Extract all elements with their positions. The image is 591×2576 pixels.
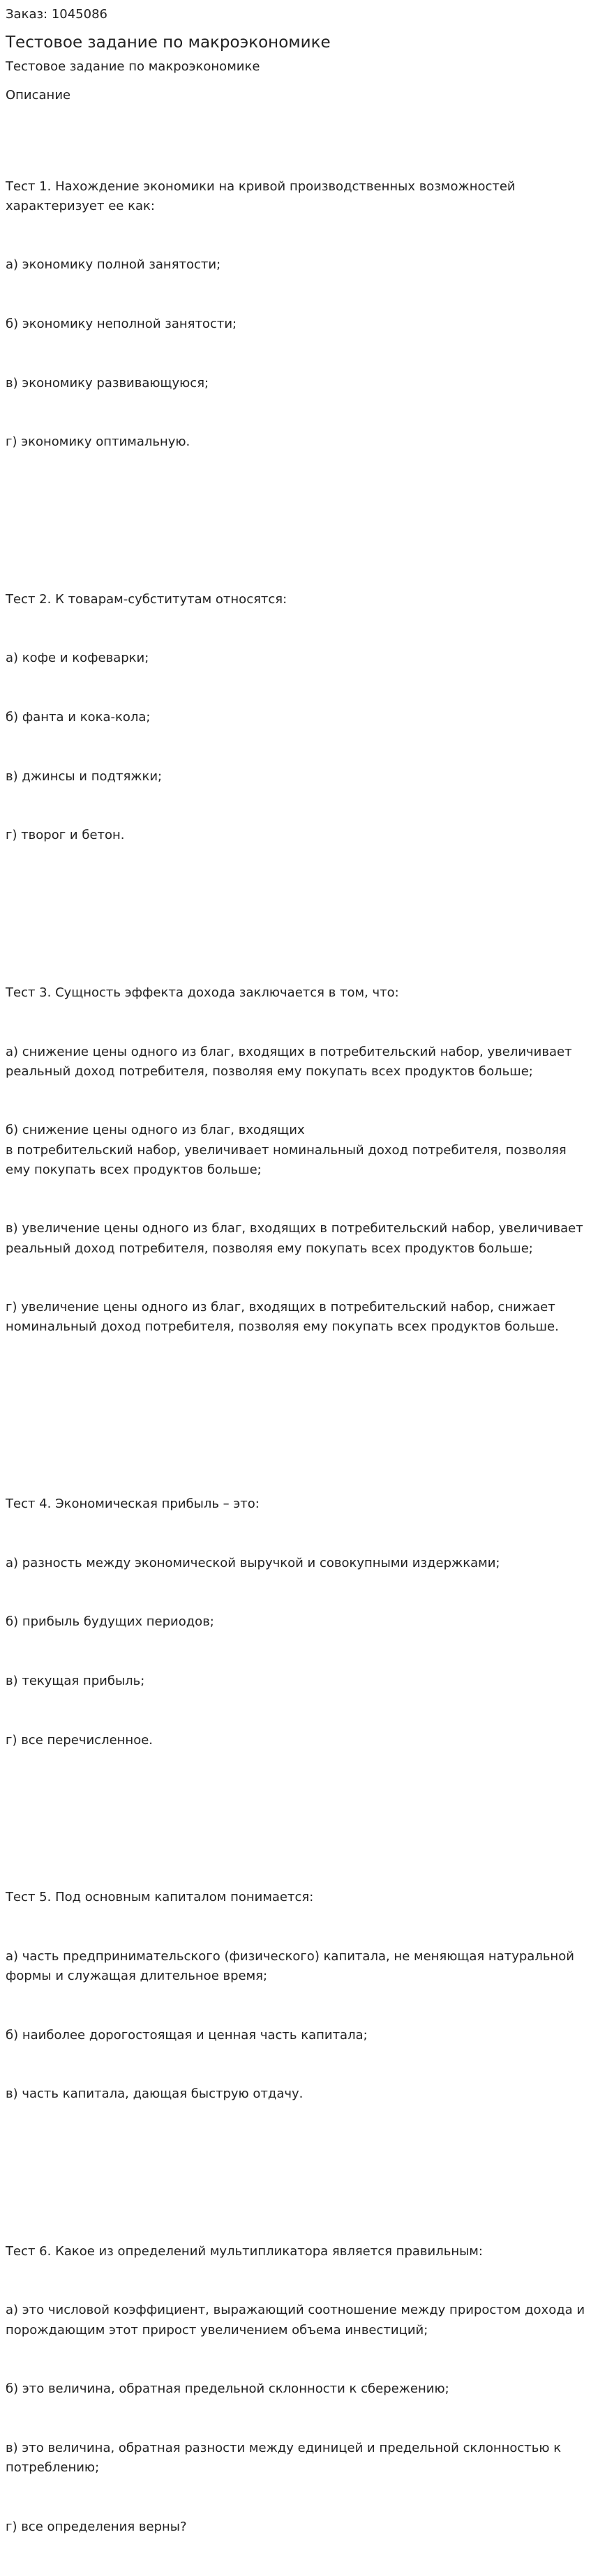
test-question: Тест 3. Сущность эффекта дохода заключается в том, что: bbox=[6, 985, 399, 1000]
paragraph-gap bbox=[6, 1789, 585, 1809]
test-option: в) экономику развивающуюся; bbox=[6, 375, 209, 391]
test-option: а) кофе и кофеварки; bbox=[6, 651, 149, 666]
test-option: б) наиболее дорогостоящая и ценная часть капитала; bbox=[6, 2027, 368, 2043]
test-option: в) часть капитала, дающая быструю отдачу. bbox=[6, 2086, 304, 2102]
test-option: а) экономику полной занятости; bbox=[6, 257, 221, 273]
test-option: а) часть предпринимательского (физического) капитала, не меняющая натуральной формы и служащая длительное время; bbox=[6, 1948, 578, 1984]
test-option: а) это числовой коэффициент, выражающий соотношение между приростом дохода и порождающим этот прирост увеличением объема инвестиций; bbox=[6, 2303, 589, 2338]
test-option: а) снижение цены одного из благ, входящих в потребительский набор, увеличивает реальный доход потребителя, позволяя ему покупать всех продуктов больше; bbox=[6, 1044, 576, 1079]
test-question: Тест 4. Экономическая прибыль – это: bbox=[6, 1497, 260, 1512]
test-option: в) текущая прибыль; bbox=[6, 1674, 145, 1688]
test-question: Тест 2. К товарам-субститутам относятся: bbox=[6, 591, 287, 607]
test-option: а) разность между экономической выручкой и совокупными издержками; bbox=[6, 1555, 500, 1570]
test-question: Тест 1. Нахождение экономики на кривой производственных возможностей характеризует ее как: bbox=[6, 179, 520, 213]
test-option: б) это величина, обратная предельной склонности к сбережению; bbox=[6, 2381, 449, 2397]
test-question: Тест 6. Какое из определений мультипликатора является правильным: bbox=[6, 2243, 483, 2259]
test-option: г) увеличение цены одного из благ, входящих в потребительский набор, снижает номинальный доход потребителя, позволяя ему покупать всех продуктов больше. bbox=[6, 1300, 560, 1335]
test-option: б) снижение цены одного из благ, входящих в потребительский набор, увеличивает номинальный доход потребителя, позволяя ему покупать всех продуктов больше; bbox=[6, 1123, 567, 1177]
description-body bbox=[6, 118, 589, 2576]
paragraph-gap bbox=[6, 1377, 585, 1416]
test-option: г) экономику оптимальную. bbox=[6, 434, 190, 450]
test-question: Тест 5. Под основным капиталом понимается: bbox=[6, 1890, 314, 1905]
page-subtitle: Тестовое задание по макроэкономике bbox=[6, 59, 260, 74]
test-option: г) все перечисленное. bbox=[6, 1732, 153, 1748]
paragraph-gap bbox=[6, 885, 585, 904]
description-heading: Описание bbox=[6, 88, 71, 103]
test-option: б) фанта и кока-кола; bbox=[6, 710, 151, 725]
test-option: б) прибыль будущих периодов; bbox=[6, 1614, 214, 1630]
paragraph-gap bbox=[6, 2144, 585, 2163]
page-title: Тестовое задание по макроэкономике bbox=[6, 33, 331, 52]
test-option: в) это величина, обратная разности между единицей и предельной склонностью к потреблению; bbox=[6, 2440, 565, 2476]
paragraph-gap bbox=[6, 492, 585, 511]
test-option: в) увеличение цены одного из благ, входящих в потребительский набор, увеличивает реальный доход потребителя, позволяя ему покупать всех продуктов больше; bbox=[6, 1221, 588, 1256]
order-number: Заказ: 1045086 bbox=[6, 7, 107, 22]
test-option: в) джинсы и подтяжки; bbox=[6, 768, 163, 784]
test-option: г) творог и бетон. bbox=[6, 828, 125, 843]
test-option: б) экономику неполной занятости; bbox=[6, 317, 237, 332]
test-option: г) все определения верны? bbox=[6, 2519, 187, 2534]
